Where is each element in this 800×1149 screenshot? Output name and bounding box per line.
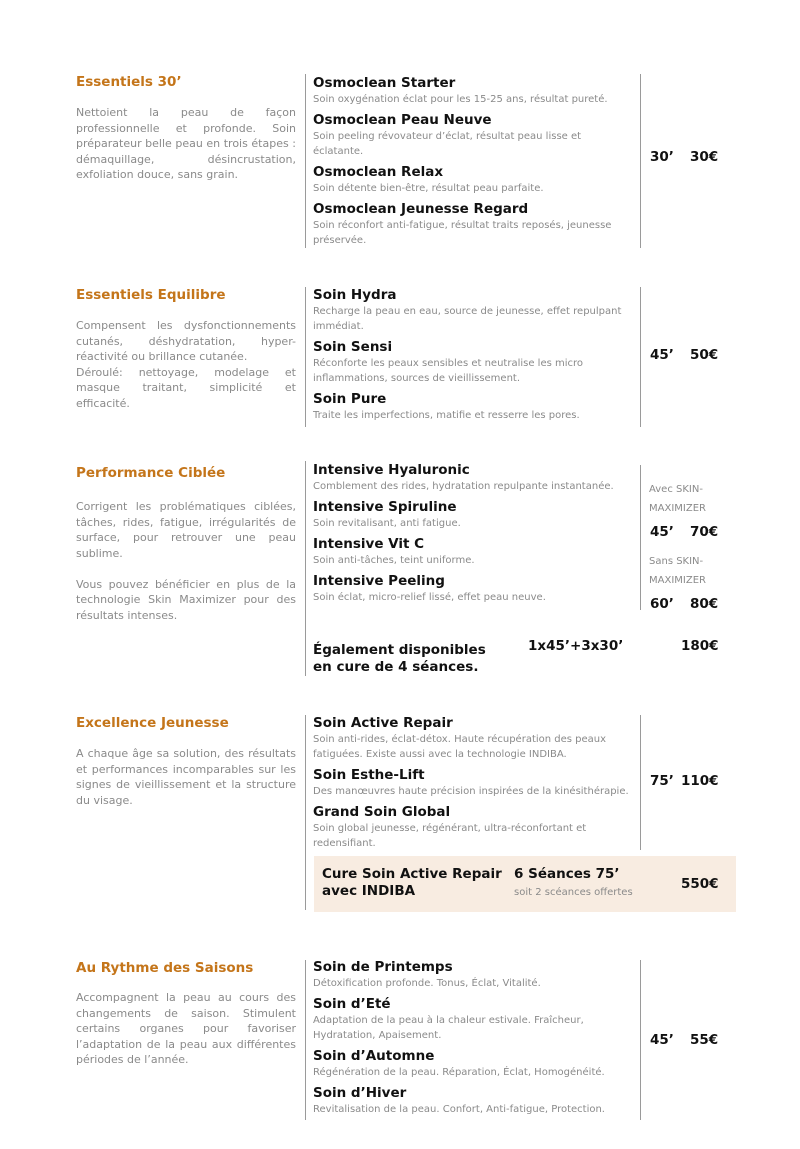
divider-right [640, 715, 641, 850]
divider-left [305, 74, 306, 248]
divider-right [640, 74, 641, 248]
option-price: 70€ [690, 524, 719, 540]
treatment-name: Intensive Hyaluronic [313, 462, 470, 478]
treatment-description: Adaptation de la peau à la chaleur estivale. Fraîcheur, Hydratation, Apaisement. [313, 1015, 584, 1041]
treatment-name: Soin d’Hiver [313, 1085, 407, 1101]
treatment-description: Recharge la peau en eau, source de jeunesse, effet repulpant immédiat. [313, 306, 622, 332]
price: 30€ [690, 149, 719, 165]
treatment-list [313, 461, 633, 609]
treatment-item [313, 803, 633, 851]
section-description: Nettoient la peau de façon professionnelle et profonde. Soin préparateur belle peau en trois étapes : démaquillage, désincrustation, exfoliation douce, sans grain. [76, 106, 296, 181]
treatment-description: Soin revitalisant, anti fatigue. [313, 518, 461, 529]
duration: 30’ [650, 149, 674, 165]
treatment-item [313, 286, 633, 334]
treatment-name: Soin Esthe-Lift [313, 767, 425, 783]
treatment-item [313, 338, 633, 386]
treatment-name: Soin Sensi [313, 339, 393, 355]
divider-left [305, 461, 306, 676]
treatment-description: Soin anti-rides, éclat-détox. Haute récupération des peaux fatiguées. Existe aussi avec la technologie INDIBA. [313, 734, 607, 760]
treatment-description: Soin anti-tâches, teint uniforme. [313, 555, 475, 566]
cure-price: 180€ [681, 638, 719, 654]
treatment-description: Réconforte les peaux sensibles et neutralise les micro inflammations, sources de vieillissement. [313, 358, 584, 384]
treatment-list [313, 74, 633, 252]
treatment-name: Soin Hydra [313, 287, 397, 303]
treatment-name: Soin Pure [313, 391, 387, 407]
treatment-list [313, 714, 633, 855]
treatment-list [313, 286, 633, 427]
cure-sessions: 1x45’+3x30’ [528, 638, 624, 654]
treatment-description: Soin détente bien-être, résultat peau parfaite. [313, 183, 544, 194]
treatment-description: Traite les imperfections, matifie et resserre les pores. [313, 410, 580, 421]
treatment-name: Osmoclean Peau Neuve [313, 112, 492, 128]
treatment-description: Soin éclat, micro-relief lissé, effet peau neuve. [313, 592, 546, 603]
treatment-item [313, 714, 633, 762]
divider-right [640, 287, 641, 427]
treatment-item [313, 995, 633, 1043]
duration: 75’ [650, 773, 674, 789]
treatment-name: Soin d’Eté [313, 996, 391, 1012]
section-description: Corrigent les problématiques ciblées, tâches, rides, fatigue, irrégularités de surface, pour retrouver une peau sublime. Vous pouvez bénéficier en plus de la technologie Skin Maximizer pour des résultats intenses. [76, 500, 296, 622]
cure-note: soit 2 scéances offertes [514, 887, 633, 898]
section-title: Essentiels 30’ [76, 74, 182, 90]
cure-price: 550€ [681, 876, 719, 892]
divider-left [305, 715, 306, 910]
treatment-description: Soin réconfort anti-fatigue, résultat traits reposés, jeunesse préservée. [313, 220, 612, 246]
treatment-list [313, 958, 633, 1121]
treatment-name: Intensive Spiruline [313, 499, 457, 515]
price: 50€ [690, 347, 719, 363]
treatment-name: Intensive Vit C [313, 536, 425, 552]
cure-label: Cure Soin Active Repair avec INDIBA [322, 866, 502, 899]
option-label: Avec SKIN-MAXIMIZER [649, 484, 706, 514]
treatment-description: Soin oxygénation éclat pour les 15-25 ans, résultat pureté. [313, 94, 608, 105]
treatment-name: Osmoclean Jeunesse Regard [313, 201, 529, 217]
treatment-item [313, 461, 633, 494]
option-duration: 45’ [650, 524, 674, 540]
section-title: Au Rythme des Saisons [76, 960, 254, 976]
treatment-description: Comblement des rides, hydratation repulpante instantanée. [313, 481, 614, 492]
divider-right [640, 465, 641, 610]
treatment-name: Soin Active Repair [313, 715, 453, 731]
treatment-item [313, 1047, 633, 1080]
price: 110€ [681, 773, 719, 789]
option-label: Sans SKIN-MAXIMIZER [649, 556, 706, 586]
treatment-item [313, 200, 633, 248]
treatment-description: Soin peeling révovateur d’éclat, résultat peau lisse et éclatante. [313, 131, 582, 157]
treatment-name: Soin d’Automne [313, 1048, 435, 1064]
treatment-item [313, 74, 633, 107]
section-description: Compensent les dysfonctionnements cutanés, déshydratation, hyper-réactivité ou brillance cutanée. Déroulé: nettoyage, modelage et masque traitant, simplicité et efficacité. [76, 319, 296, 410]
treatment-name: Osmoclean Relax [313, 164, 444, 180]
treatment-name: Grand Soin Global [313, 804, 451, 820]
section-description: A chaque âge sa solution, des résultats et performances incomparables sur les signes de vieillissement et la structure du visage. [76, 747, 296, 807]
treatment-name: Soin de Printemps [313, 959, 453, 975]
cure-label: Également disponibles en cure de 4 séances. [313, 642, 486, 675]
treatment-item [313, 958, 633, 991]
treatment-description: Régénération de la peau. Réparation, Éclat, Homogénéité. [313, 1067, 605, 1078]
option-duration: 60’ [650, 596, 674, 612]
treatment-description: Des manœuvres haute précision inspirées de la kinésithérapie. [313, 786, 629, 797]
cure-sessions: 6 Séances 75’ [514, 866, 620, 882]
treatment-item [313, 163, 633, 196]
duration: 45’ [650, 347, 674, 363]
treatment-item [313, 535, 633, 568]
treatment-item [313, 1084, 633, 1117]
divider-left [305, 960, 306, 1120]
treatment-description: Détoxification profonde. Tonus, Éclat, Vitalité. [313, 978, 541, 989]
treatment-description: Soin global jeunesse, régénérant, ultra-réconfortant et redensifiant. [313, 823, 587, 849]
divider-right [640, 960, 641, 1120]
section-title: Excellence Jeunesse [76, 715, 229, 731]
option-price: 80€ [690, 596, 719, 612]
section-title: Performance Ciblée [76, 465, 226, 481]
section-description: Accompagnent la peau au cours des changements de saison. Stimulent certains organes pour favoriser l’adaptation de la peau aux différentes périodes de l’année. [76, 991, 296, 1066]
duration: 45’ [650, 1032, 674, 1048]
treatment-name: Osmoclean Starter [313, 75, 456, 91]
treatment-item [313, 572, 633, 605]
section-title: Essentiels Equilibre [76, 287, 226, 303]
divider-left [305, 287, 306, 427]
treatment-item [313, 766, 633, 799]
treatment-name: Intensive Peeling [313, 573, 445, 589]
treatment-description: Revitalisation de la peau. Confort, Anti-fatigue, Protection. [313, 1104, 605, 1115]
price: 55€ [690, 1032, 719, 1048]
treatment-item [313, 498, 633, 531]
treatment-item [313, 390, 633, 423]
treatment-item [313, 111, 633, 159]
